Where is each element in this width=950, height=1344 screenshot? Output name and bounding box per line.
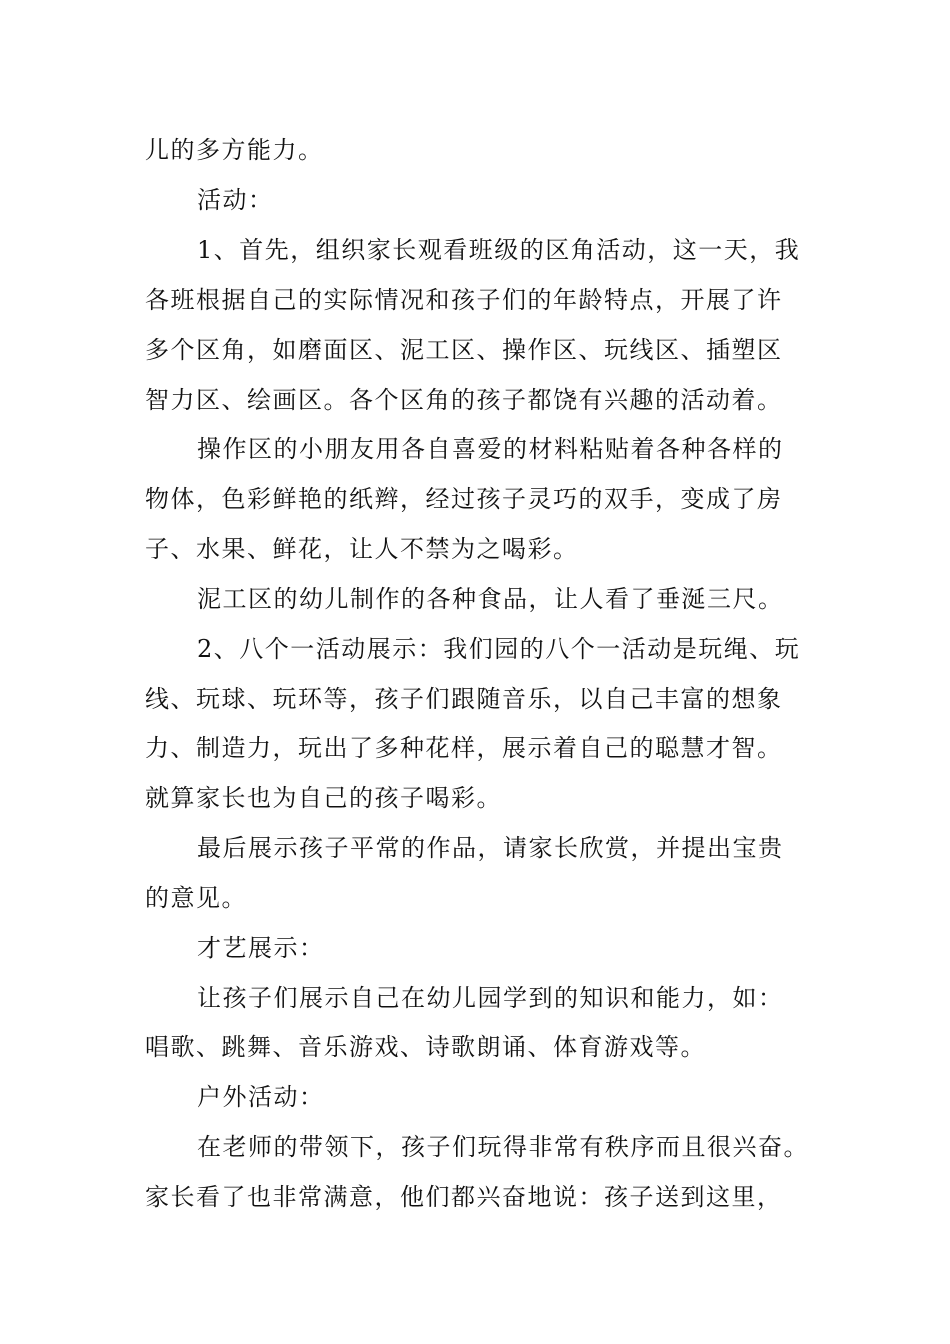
text-line: 唱歌、跳舞、音乐游戏、诗歌朗诵、体育游戏等。 [145, 1033, 706, 1061]
text-line: 线、玩球、玩环等，孩子们跟随音乐，以自己丰富的想象 [145, 685, 783, 713]
text-line: 操作区的小朋友用各自喜爱的材料粘贴着各种各样的 [197, 435, 784, 463]
text-line: 多个区角，如磨面区、泥工区、操作区、玩线区、插塑区 [145, 336, 783, 364]
text-line: 儿的多方能力。 [145, 136, 324, 164]
text-line: 就算家长也为自己的孩子喝彩。 [145, 784, 502, 812]
text-line: 最后展示孩子平常的作品，请家长欣赏，并提出宝贵 [197, 834, 784, 862]
text-line: 在老师的带领下，孩子们玩得非常有秩序而且很兴奋。 [197, 1133, 809, 1161]
text-line: 让孩子们展示自己在幼儿园学到的知识和能力，如： [197, 984, 784, 1012]
text-line: 子、水果、鲜花，让人不禁为之喝彩。 [145, 535, 579, 563]
text-line: 家长看了也非常满意，他们都兴奋地说：孩子送到这里， [145, 1183, 783, 1211]
text-line: 1、首先，组织家长观看班级的区角活动，这一天，我 [197, 236, 801, 264]
text-line: 活动： [197, 186, 274, 214]
text-line: 智力区、绘画区。各个区角的孩子都饶有兴趣的活动着。 [145, 386, 783, 414]
text-line: 泥工区的幼儿制作的各种食品，让人看了垂涎三尺。 [197, 585, 784, 613]
text-line: 的意见。 [145, 884, 247, 912]
text-line: 物体，色彩鲜艳的纸辫，经过孩子灵巧的双手，变成了房 [145, 485, 783, 513]
text-line: 才艺展示： [197, 934, 325, 962]
text-line: 各班根据自己的实际情况和孩子们的年龄特点，开展了许 [145, 286, 783, 314]
text-line: 户外活动： [197, 1083, 325, 1111]
text-line: 力、制造力，玩出了多种花样，展示着自己的聪慧才智。 [145, 734, 783, 762]
text-line: 2、八个一活动展示：我们园的八个一活动是玩绳、玩 [197, 635, 801, 663]
